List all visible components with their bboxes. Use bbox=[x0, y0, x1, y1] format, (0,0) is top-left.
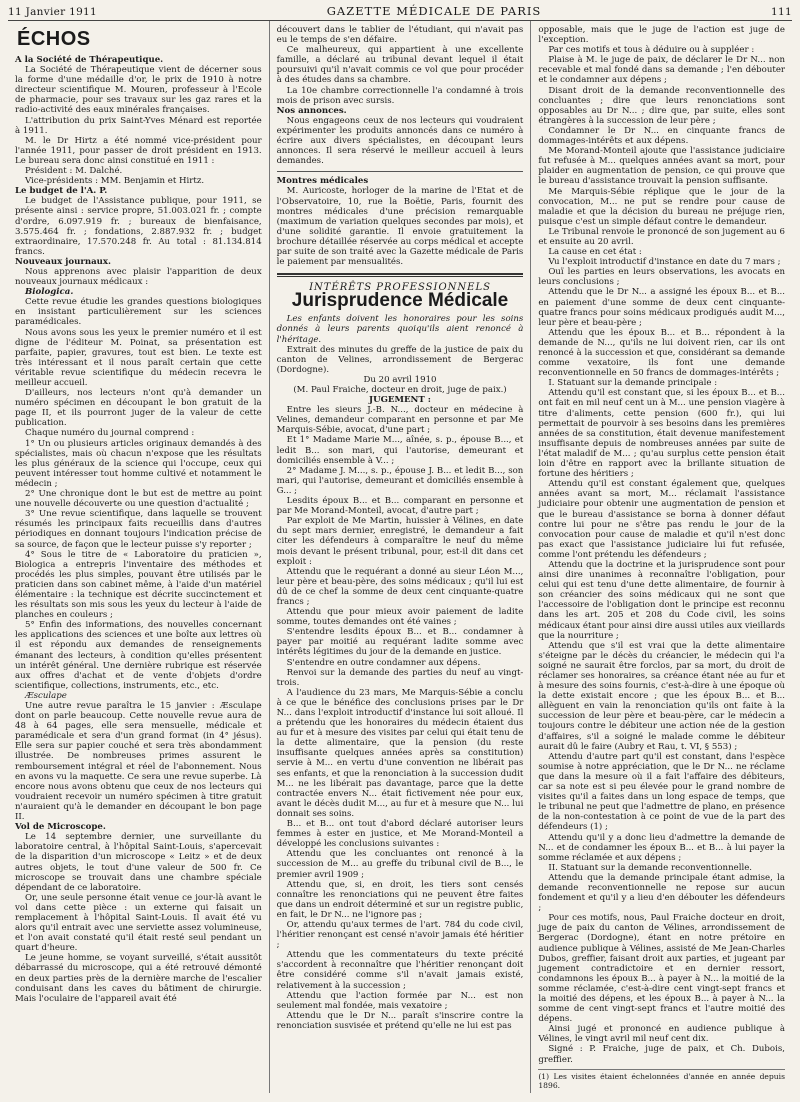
paragraph: Plaise à M. le juge de paix, de déclarer le Dr N... non recevable et mal fondé dans sa demande ; l'en débouter et le condamner aux dépens ; bbox=[538, 55, 786, 86]
paragraph: Attendu que pour mieux avoir paiement de ladite somme, toutes demandes ont été vaines ; bbox=[276, 607, 524, 628]
section-title: Montres médicales bbox=[276, 176, 369, 187]
paragraph: 2° Une chronique dont le but est de mettre au point une nouvelle découverte ou une question d'actualité ; bbox=[15, 489, 262, 510]
paragraph: Attendu qu'il est constant également que, quelques années avant sa mort, M... réclamait l'assistance judiciaire pour obtenir une augmentation de pension et que le bureau d'assistance se borna à donner défaut contre lui pour ne s'être pas rendu le jour de la convocation pour cause de maladie et qu'il n'est donc pas exact que l'assistance judiciaire lui fut refusée, comme l'ont prétendu les défendeurs ; bbox=[538, 479, 786, 560]
paragraph: Attendu que la demande principale étant admise, la demande reconventionnelle ne repose sur aucun fondement et qu'il y a lieu d'en débouter les défendeurs ; bbox=[538, 872, 786, 914]
echos-heading: ÉCHOS bbox=[17, 28, 91, 50]
paragraph: Disant droit de la demande reconventionnelle des concluantes ; dire que leurs renonciations sont opposables au Dr N... ; dire que, par suite, elles sont étrangères à la succession de leur père ; bbox=[538, 85, 786, 126]
paragraph: II. Statuant sur la demande reconventionnelle. bbox=[548, 862, 753, 873]
paragraph: 1° Un ou plusieurs articles originaux demandés à des spécialistes, mais où chacun n'expose que les résultats les plus généraux de la science qui l'occupe, ceux qui peuvent intéresser tout homme cultivé et notamment le médecin ; bbox=[15, 438, 262, 489]
page-number: 111 bbox=[771, 6, 792, 18]
paragraph: Attendu que, si, en droit, les tiers sont censés connaître les renonciations qui ne peuvent être faites que dans un endroit déterminé et sur un registre public, en fait, le Dr N... ne l'ignore pas ; bbox=[276, 879, 524, 920]
paragraph: M. le Dr Hirtz a été nommé vice-président pour l'année 1911, pour passer de droit président en 1913. Le bureau sera donc ainsi constitué en 1911 : bbox=[15, 135, 262, 166]
paragraph: B... et B... ont tout d'abord déclaré autoriser leurs femmes à ester en justice, et Me Morand-Monteil a développé les conclusions suivantes : bbox=[276, 819, 524, 850]
paragraph: Cette revue étudie les grandes questions biologiques en insistant particulièrement sur les sciences paramédicales. bbox=[15, 297, 262, 328]
column-3 bbox=[530, 21, 792, 1093]
paragraph: Par ces motifs et tous à déduire ou à suppléer : bbox=[548, 45, 755, 56]
paragraph: Or, une seule personne était venue ce jour-là avant le vol dans cette pièce : un externe qui faisait un remplacement à l'hôpital Saint-Louis. Il avait été vu alors qu'il entrait avec une serviette assez volumineuse, et l'on avait constaté qu'il était resté seul pendant un quart d'heure. bbox=[15, 892, 262, 954]
paragraph: Président : M. Dalché. bbox=[25, 166, 123, 177]
section-kicker: INTÉRÊTS PROFESSIONNELS bbox=[309, 282, 491, 294]
section-title: Nouveaux journaux. bbox=[15, 256, 112, 267]
paragraph: 2° Madame J. M..., s. p., épouse J. B... et ledit B..., son mari, qui l'autorise, demeurant et domiciliés ensemble à G... ; bbox=[276, 465, 524, 496]
paragraph: Attendu que le Dr N... paraît s'inscrire contre la renonciation susvisée et prétend qu'elle ne lui est pas bbox=[276, 1010, 524, 1031]
paragraph: M. Auricoste, horloger de la marine de l'Etat et de l'Observatoire, 10, rue la Boëtie, Paris, fournit des montres médicales d'une précision remarquable (maximum de variation quelques secondes par mois), et d'une solidité garantie. Il envoie gratuitement la brochure détaillée réservée au corps médical et accepte par suite de son traité avec la Gazette médicale de Paris le paiement par mensualités. bbox=[276, 186, 524, 268]
column-1 bbox=[8, 21, 269, 1093]
paragraph: Le jeune homme, se voyant surveillé, s'était aussitôt débarrassé du microscope, qui a été retrouvé démonté en deux parties près de la dernière marche de l'escalier conduisant dans les caves du bâtiment de chirurgie. Mais l'oculaire de l'appareil avait été bbox=[15, 953, 262, 1004]
paragraph: Le budget de l'Assistance publique, pour 1911, se présente ainsi : service propre, 51.003.021 fr. ; compte d'ordre, 6.097.919 fr. ; bureaux de bienfaisance, 3.575.464 fr. ; fondations, 2.887.932 fr. ; budget extraordinaire, 17.570.248 fr. Au total : 81.134.814 francs. bbox=[15, 196, 262, 257]
paragraph: découvert dans le tablier de l'étudiant, qui n'avait pas eu le temps de s'en défaire. bbox=[276, 25, 524, 46]
paragraph: 5° Enfin des informations, des nouvelles concernant les applications des sciences et une boîte aux lettres où il est répondu aux demandes de renseignements émanant des lecteurs, à condition qu'elles présentent un intérêt général. Une dernière rubrique est réservée aux offres d'achat et de vente d'objets d'ordre scientifique, collections, instruments, etc., etc. bbox=[15, 620, 262, 691]
paragraph: Le 14 septembre dernier, une surveillante du laboratoire central, à l'hôpital Saint-Louis, s'apercevait de la disparition d'un microscope « Leitz » et de deux autres objets, le tout d'une valeur de 500 fr. Ce microscope se trouvait dans une chambre spéciale dépendant de ce laboratoire. bbox=[15, 832, 262, 893]
paragraph: Nous avons sous les yeux le premier numéro et il est digne de l'éditeur M. Poinat, sa présentation est parfaite, papier, gravures, tout est bien. Le texte est très intéressant et il nous paraît certain que cette véritable revue scientifique du médecin recevra le meilleur accueil. bbox=[15, 327, 262, 388]
paragraph: Condamner le Dr N... en cinquante francs de dommages-intérêts et aux dépens. bbox=[538, 125, 786, 147]
subsection-title: Æsculape bbox=[25, 690, 67, 701]
column-2 bbox=[269, 21, 531, 1093]
section-title: A la Société de Thérapeutique. bbox=[15, 55, 164, 65]
judgment-heading: JUGEMENT : bbox=[369, 395, 431, 406]
paragraph: Entre les sieurs J.-B. N..., docteur en médecine à Velines, demandeur comparant en personne et par Me Marquis-Sébie, avocat, d'une part ; bbox=[276, 405, 524, 436]
paragraph: La Société de Thérapeutique vient de décerner sous la forme d'une médaille d'or, le prix de 1910 à notre directeur scientifique M. Mouren, professeur à l'Ecole de pharmacie, pour ses travaux sur les gaz rares et la radio-activité des eaux minérales françaises. bbox=[15, 65, 262, 116]
paragraph: Ainsi jugé et prononcé en audience publique à Vélines, le vingt avril mil neuf cent dix. bbox=[538, 1024, 786, 1045]
subsection-title: Biologica. bbox=[25, 287, 74, 298]
paragraph: Renvoi sur la demande des parties du neuf au vingt-trois. bbox=[276, 667, 524, 688]
paragraph: Attendu que les concluantes ont renoncé à la succession de M... au greffe du tribunal civil de B..., le premier avril 1909 ; bbox=[276, 849, 524, 880]
section-title: Vol de Microscope. bbox=[15, 822, 106, 833]
paragraph: A l'audience du 23 mars, Me Marquis-Sébie a conclu à ce que le bénéfice des conclusions prises par le Dr N... dans l'exploit introductif d'instance lui soit alloué. Il a prétendu que les honoraires du médecin étaient dus au fur et à mesure des visites par celui qui était tenu de la dette alimentaire, que la pension (du reste insuffisante quelques années après sa constitution) servie à M... en vertu d'une convention ne libérait pas ses enfants, et que la renonciation à la succession dudit M... ne les libérait pas davantage, parce que la dette contractée envers N... était fictivement née pour eux, avant le décès dudit M..., au fur et à mesure que N... lui donnait ses soins. bbox=[276, 687, 524, 819]
judgment-date: Du 20 avril 1910 bbox=[363, 374, 437, 385]
paragraph: Lesdits époux B... et B... comparant en personne et par Me Morand-Monteil, avocat, d'autre part ; bbox=[276, 496, 524, 517]
paragraph: 4° Sous le titre de « Laboratoire du praticien », Biologica a entrepris l'inventaire des méthodes et procédés les plus simples, pouvant être utilisés par le praticien dans son cabinet même, à l'aide d'un matériel élémentaire : la technique est décrite succinctement et les résultats son mis sous les yeux du lecteur à l'aide de planches en couleurs ; bbox=[15, 549, 262, 621]
issue-date: 11 Janvier 1911 bbox=[8, 6, 98, 18]
paragraph: Pour ces motifs, nous, Paul Fraiche docteur en droit, juge de paix du canton de Vélines, arrondissement de Bergerac (Dordogne), étant en notre prétoire en audience publique à Vélines, assisté de Me Jean-Charles Dubos, greffier, faisant droit aux parties, et jugeant par jugement contradictoire et en dernier ressort, condamnons les époux B... à payer à N... la moitié de la somme réclamée, c'est-à-dire cent vingt-sept francs et la moitié des dépens, et les époux B... à payer à N... la somme de cent vingt-sept francs et l'autre moitié des dépens. bbox=[538, 913, 786, 1025]
journal-title: GAZETTE MÉDICALE DE PARIS bbox=[326, 4, 542, 18]
paragraph: 3° Une revue scientifique, dans laquelle se trouvent résumés les principaux faits recueillis dans d'autres périodiques en donnant toujours l'indication précise de sa source, de façon que le lecteur puisse s'y reporter ; bbox=[15, 509, 262, 550]
paragraph: Attendu que la doctrine et la jurisprudence sont pour ainsi dire unanimes à reconnaître l'obligation, pour celui qui est tenu d'une dette alimentaire, de fournir à son créancier des soins médicaux qui ne sont que l'accessoire de l'obligation dont le principe est reconnu dans les art. 205 et 208 du Code civil, les soins médicaux étant pour ainsi dire aussi utiles aux vieillards que la nourriture ; bbox=[538, 559, 786, 641]
paragraph: Or, attendu qu'aux termes de l'art. 784 du code civil, l'héritier renonçant est censé n'avoir jamais été héritier ; bbox=[276, 919, 524, 951]
paragraph: Attendu que les commentateurs du texte précité s'accordent à reconnaître que l'héritier renonçant doit être considéré comme s'il n'avait jamais existé, relativement à la succession ; bbox=[276, 950, 524, 991]
paragraph: opposable, mais que le juge de l'action est juge de l'exception. bbox=[538, 25, 786, 46]
article-heading: Jurisprudence Médicale bbox=[291, 290, 509, 312]
paragraph: D'ailleurs, nos lecteurs n'ont qu'à demander un numéro spécimen en découpant le bon gratuit de la page II, et ils pourront juger de la valeur de cette publication. bbox=[15, 388, 262, 429]
paragraph: Nous apprenons avec plaisir l'apparition de deux nouveaux journaux médicaux : bbox=[15, 266, 262, 288]
section-title: Le budget de l'A. P. bbox=[15, 186, 108, 197]
paragraph: Et 1° Madame Marie M..., aînée, s. p., épouse B..., et ledit B... son mari, qui l'autorise, demeurant et domiciliés ensemble à V... ; bbox=[276, 435, 524, 466]
section-title: Nos annonces. bbox=[276, 105, 347, 116]
double-divider bbox=[277, 273, 524, 277]
paragraph: Attendu que les époux B... et B... répondent à la demande de N..., qu'ils ne lui doivent rien, car ils ont renoncé à la succession et que, considérant sa demande comme vexatoire, ils font une demande reconventionnelle en 50 francs de dommages-intérêts ; bbox=[538, 327, 786, 379]
paragraph: Attendu que s'il est vrai que la dette alimentaire s'éteigne par le décès du créancier, le médecin qui l'a soigné ne saurait être forclos, par sa mort, du droit de réclamer ses honoraires, sa créance étant née au fur et à mesure des soins fournis, c'est-à-dire à une époque où la dette existait encore ; que les époux B... et B... allèguent en vain la renonciation qu'ils ont faite à la succession de leur père et beau-père, car le médecin a toujours contre le débiteur une action née de la gestion d'affaires, s'il a soigné le malade comme le débiteur aurait dû le faire (Aubry et Rau, t. VI, § 553) ; bbox=[538, 640, 786, 752]
paragraph: Attendu d'autre part qu'il est constant, dans l'espèce soumise à notre appréciation, que le Dr N... ne réclame que dans la mesure où il a fait l'affaire des débiteurs, car sa note est si peu élevée pour le grand nombre de visites qu'il a faites dans un long espace de temps, que le tribunal ne peut que l'admettre de plano, en présence de la non-contestation à ce point de vue de la part des défendeurs (1) ; bbox=[538, 751, 786, 833]
paragraph: Nous engageons ceux de nos lecteurs qui voudraient expérimenter les produits annoncés dans ce numéro à écrire aux divers spécialistes, en découpant leurs annonces. Il sera réservé le meilleur accueil à leurs demandes. bbox=[276, 115, 524, 167]
columns bbox=[8, 21, 792, 1093]
paragraph: Me Morand-Monteil ajoute que l'assistance judiciaire fut refusée à M... quelques années avant sa mort, pour plaider en augmentation de pension, ce qui prouve que le bureau d'assistance trouvait la pension suffisante. bbox=[538, 146, 786, 187]
paragraph: L'attribution du prix Saint-Yves Ménard est reportée à 1911. bbox=[15, 115, 262, 136]
paragraph: Chaque numéro du journal comprend : bbox=[25, 428, 195, 439]
paragraph: La cause en cet état : bbox=[548, 247, 642, 258]
paragraph: Attendu que le Dr N... a assigné les époux B... et B... en paiement d'une somme de deux cent cinquante-quatre francs pour soins médicaux prodigués audit M..., leur père et beau-père ; bbox=[538, 287, 786, 328]
paragraph: Attendu qu'il y a donc lieu d'admettre la demande de N... et de condamner les époux B... et B... à lui payer la somme réclamée et aux dépens ; bbox=[538, 832, 786, 863]
paragraph: Me Marquis-Sébie réplique que le jour de la convocation, M... ne put se rendre pour cause de maladie et que la décision du bureau ne préjuge rien, puisque c'est un simple défaut contre le demandeur. bbox=[538, 186, 786, 227]
judge-name: (M. Paul Fraiche, docteur en droit, juge de paix.) bbox=[293, 385, 507, 395]
paragraph: Attendu que le requérant a donné au sieur Léon M..., leur père et beau-père, des soins médicaux ; qu'il lui est dû de ce chef la somme de deux cent cinquante-quatre francs ; bbox=[276, 566, 524, 607]
paragraph: Par exploit de Me Martin, huissier à Vélines, en date du sept mars dernier, enregistré, le demandeur a fait citer les défendeurs à comparaître le neuf du même mois devant le présent tribunal, pour, est-il dit dans cet exploit : bbox=[276, 516, 524, 567]
paragraph: I. Statuant sur la demande principale : bbox=[548, 378, 718, 389]
paragraph: La 10e chambre correctionnelle l'a condamné à trois mois de prison avec sursis. bbox=[276, 85, 524, 106]
paragraph: Extrait des minutes du greffe de la justice de paix du canton de Velines, arrondissement de Bergerac (Dordogne). bbox=[276, 344, 524, 375]
paragraph: Ce malheureux, qui appartient à une excellente famille, a déclaré au tribunal devant lequel il était poursuivi qu'il n'avait commis ce vol que pour procéder à des études dans sa chambre. bbox=[276, 45, 524, 86]
paragraph: Attendu que l'action formée par N... est non seulement mal fondée, mais vexatoire ; bbox=[276, 990, 524, 1011]
paragraph: Attendu qu'il est constant que, si les époux B... et B... ont fait en mil neuf cent un à M... une pension viagère à titre d'aliments, cette pension (600 fr.), qui lui permettait de pourvoir à ses besoins dans les premières années de sa constitution, était devenue manifestement insuffisante depuis de nombreuses années par suite de l'état maladif de M... ; qu'au surplus cette pension était loin d'être en rapport avec la brillante situation de fortune des héritiers ; bbox=[538, 388, 786, 480]
footnote: (1) Les visites étaient échelonnées d'année en année depuis 1896. bbox=[538, 1069, 785, 1090]
paragraph: S'entendre lesdits époux B... et B... condamner à payer par moitié au requérant ladite somme avec intérêts légitimes du jour de la demande en justice. bbox=[276, 627, 524, 658]
paragraph: Vu l'exploit introductif d'instance en date du 7 mars ; bbox=[548, 257, 781, 268]
paragraph: Le Tribunal renvoie le prononcé de son jugement au 6 et ensuite au 20 avril. bbox=[538, 226, 786, 247]
paragraph: Vice-présidents : MM. Benjamin et Hirtz. bbox=[25, 176, 205, 187]
article-lead: Les enfants doivent les honoraires pour les soins donnés à leurs parents quoiqu'ils aient renoncé à l'héritage. bbox=[276, 314, 524, 345]
paragraph: Ouï les parties en leurs observations, les avocats en leurs conclusions ; bbox=[538, 267, 786, 288]
signature: Signé : P. Fraiche, juge de paix, et Ch. Dubois, greffier. bbox=[538, 1044, 786, 1065]
paragraph: S'entendre en outre condamner aux dépens. bbox=[286, 657, 481, 668]
paragraph: Une autre revue paraîtra le 15 janvier : Æsculape dont on parle beaucoup. Cette nouvelle revue aura de 48 à 64 pages, elle sera mensuelle, médicale et paramédicale et sera d'un grand format (in 4° jésus). Elle sera sur papier couché et sera très abondamment illustrée. De nombreuses primes assurent le remboursement intégral et réel de l'abonnement. Nous en avons vu la maquette. Ce sera une revue superbe. Là encore nous avons obtenu que ceux de nos lecteurs qui voudraient recevoir un numéro spécimen à titre gratuit n'auraient qu'à le demander en découpant le bon page II. bbox=[15, 701, 262, 823]
divider bbox=[277, 171, 524, 172]
running-header bbox=[8, 4, 792, 21]
